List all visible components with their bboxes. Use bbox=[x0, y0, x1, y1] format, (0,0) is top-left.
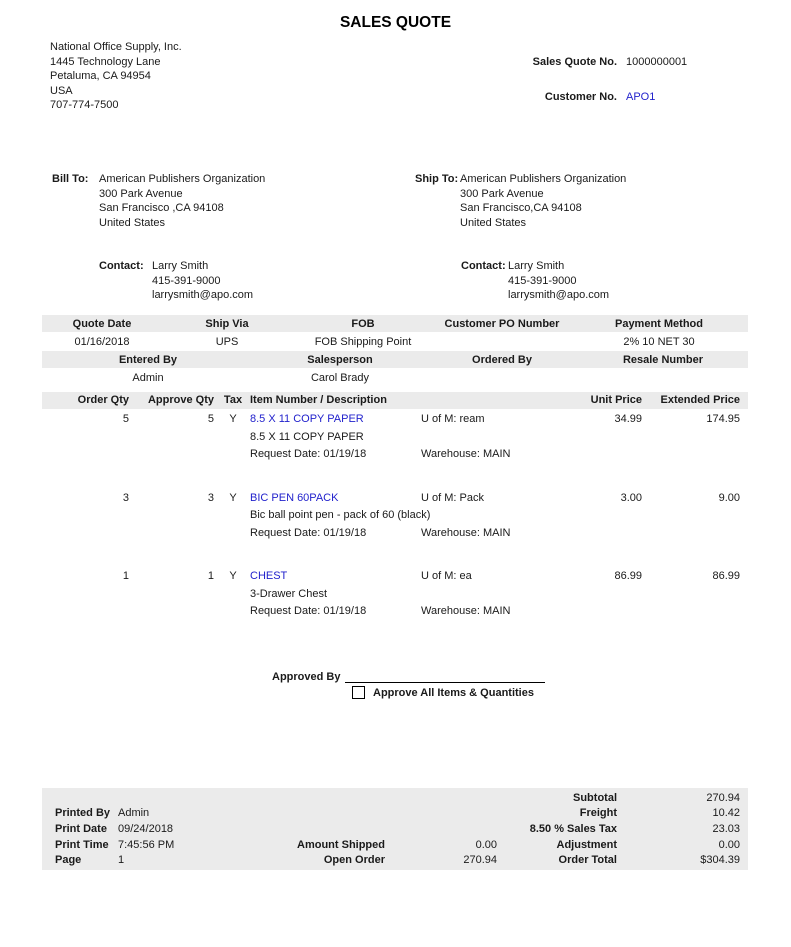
ship-contact-label: Contact: bbox=[461, 260, 506, 272]
line-item-row bbox=[42, 411, 748, 464]
sales-tax-value: 23.03 bbox=[712, 822, 740, 835]
item-uom: U of M: ea bbox=[421, 570, 472, 582]
sales-quote-no-value: 1000000001 bbox=[626, 56, 688, 68]
order-qty-header: Order Qty bbox=[77, 394, 129, 406]
quote-date-header: Quote Date bbox=[72, 317, 132, 330]
item-number-link[interactable]: 8.5 X 11 COPY PAPER bbox=[250, 413, 364, 425]
customer-no-row bbox=[42, 91, 748, 103]
item-number-link[interactable]: CHEST bbox=[250, 570, 288, 582]
item-warehouse: Warehouse: MAIN bbox=[421, 605, 511, 617]
item-unit-price: 3.00 bbox=[620, 491, 642, 504]
item-order-qty: 1 bbox=[122, 570, 129, 582]
quote-date-value: 01/16/2018 bbox=[74, 335, 130, 348]
line-item-row bbox=[42, 568, 748, 621]
customer-no-label: Customer No. bbox=[544, 91, 617, 103]
page-value: 1 bbox=[118, 854, 125, 867]
printed-by-label: Printed By bbox=[55, 807, 111, 820]
item-warehouse: Warehouse: MAIN bbox=[421, 448, 511, 460]
item-uom: U of M: Pack bbox=[421, 491, 484, 504]
open-order-value: 270.94 bbox=[463, 854, 497, 867]
bill-contact-name: Larry Smith bbox=[152, 260, 209, 272]
entered-by-value: Admin bbox=[132, 371, 164, 384]
print-time-value: 7:45:56 PM bbox=[118, 838, 175, 851]
item-description-header: Item Number / Description bbox=[250, 394, 387, 406]
ship-to-city: San Francisco,CA 94108 bbox=[460, 202, 582, 214]
company-phone: 707-774-7500 bbox=[50, 99, 119, 111]
customer-po-header: Customer PO Number bbox=[444, 317, 560, 330]
adjustment-value: 0.00 bbox=[718, 838, 740, 851]
payment-method-header: Payment Method bbox=[614, 317, 703, 330]
amount-shipped-label: Amount Shipped bbox=[297, 838, 385, 851]
ship-to-street: 300 Park Avenue bbox=[460, 187, 544, 200]
approve-all-checkbox[interactable] bbox=[352, 686, 365, 699]
bill-to-label: Bill To: bbox=[52, 173, 89, 185]
quote-info-header-row-2 bbox=[42, 351, 748, 368]
tax-header: Tax bbox=[223, 394, 243, 406]
ship-contact-details bbox=[508, 259, 609, 303]
ship-to-block bbox=[415, 172, 626, 230]
item-tax-flag: Y bbox=[229, 491, 237, 504]
ship-via-header: Ship Via bbox=[205, 317, 249, 330]
item-unit-price: 86.99 bbox=[614, 570, 642, 582]
bill-to-name: American Publishers Organization bbox=[99, 173, 266, 185]
bill-to-block bbox=[52, 172, 265, 230]
bill-contact-phone: 415-391-9000 bbox=[152, 274, 221, 287]
printed-by-value: Admin bbox=[118, 807, 150, 820]
item-approve-qty: 5 bbox=[207, 413, 214, 425]
page-title: SALES QUOTE bbox=[339, 14, 452, 31]
approve-all-label: Approve All Items & Quantities bbox=[373, 686, 534, 699]
item-description: Bic ball point pen - pack of 60 (black) bbox=[250, 509, 431, 521]
ship-contact-email: larrysmith@apo.com bbox=[508, 289, 610, 301]
sales-quote-no-label: Sales Quote No. bbox=[532, 56, 617, 68]
print-date-value: 09/24/2018 bbox=[118, 822, 174, 835]
bill-contact-details bbox=[152, 259, 253, 303]
item-request-date: Request Date: 01/19/18 bbox=[250, 448, 367, 460]
item-description: 8.5 X 11 COPY PAPER bbox=[250, 430, 364, 443]
print-time-label: Print Time bbox=[55, 838, 109, 851]
unit-price-header: Unit Price bbox=[590, 394, 642, 406]
item-approve-qty: 3 bbox=[207, 491, 214, 504]
open-order-label: Open Order bbox=[323, 854, 385, 867]
approve-all-row bbox=[352, 686, 534, 699]
company-street: 1445 Technology Lane bbox=[50, 55, 161, 68]
ship-to-address bbox=[460, 172, 626, 230]
fob-value: FOB Shipping Point bbox=[314, 335, 412, 348]
bill-contact-block bbox=[99, 259, 253, 303]
item-number-link[interactable]: BIC PEN 60PACK bbox=[250, 491, 339, 504]
approved-by-label: Approved By bbox=[272, 671, 341, 683]
totals-footer bbox=[42, 788, 748, 870]
freight-label: Freight bbox=[579, 807, 617, 820]
order-total-label: Order Total bbox=[558, 854, 617, 867]
sales-tax-label: 8.50 % Sales Tax bbox=[529, 822, 617, 835]
bill-contact-email: larrysmith@apo.com bbox=[152, 289, 254, 301]
page-label: Page bbox=[55, 854, 82, 867]
item-extended-price: 86.99 bbox=[712, 570, 740, 582]
approve-qty-header: Approve Qty bbox=[147, 394, 214, 406]
item-tax-flag: Y bbox=[229, 570, 237, 582]
subtotal-value: 270.94 bbox=[706, 791, 740, 804]
ship-via-value: UPS bbox=[215, 335, 239, 348]
ship-to-country: United States bbox=[460, 216, 527, 229]
item-request-date: Request Date: 01/19/18 bbox=[250, 605, 367, 617]
customer-no-link[interactable]: APO1 bbox=[626, 91, 656, 103]
quote-info-header-row-1 bbox=[42, 315, 748, 332]
quote-info-value-row-2 bbox=[42, 369, 748, 386]
adjustment-label: Adjustment bbox=[556, 838, 617, 851]
bill-contact-label: Contact: bbox=[99, 260, 144, 272]
item-uom: U of M: ream bbox=[421, 413, 485, 425]
company-country: USA bbox=[50, 84, 73, 97]
item-warehouse: Warehouse: MAIN bbox=[421, 526, 511, 539]
bill-to-address bbox=[99, 172, 265, 230]
quote-info-value-row-1 bbox=[42, 333, 748, 350]
item-tax-flag: Y bbox=[229, 413, 237, 425]
order-total-value: $304.39 bbox=[700, 854, 740, 867]
payment-method-value: 2% 10 NET 30 bbox=[623, 335, 695, 348]
print-date-label: Print Date bbox=[55, 822, 107, 835]
freight-value: 10.42 bbox=[712, 807, 740, 820]
salesperson-header: Salesperson bbox=[307, 353, 373, 366]
extended-price-header: Extended Price bbox=[660, 394, 740, 406]
ship-contact-name: Larry Smith bbox=[508, 260, 565, 272]
ship-to-name: American Publishers Organization bbox=[460, 173, 627, 185]
quote-info-table bbox=[42, 315, 748, 387]
line-items-table bbox=[42, 392, 748, 647]
item-description: 3-Drawer Chest bbox=[250, 587, 328, 600]
ship-contact-block bbox=[461, 259, 609, 303]
item-extended-price: 9.00 bbox=[718, 491, 740, 504]
approved-by-row bbox=[272, 669, 545, 683]
company-city: Petaluma, CA 94954 bbox=[50, 70, 151, 82]
company-name: National Office Supply, Inc. bbox=[50, 41, 182, 53]
item-order-qty: 3 bbox=[122, 491, 129, 504]
line-item-row bbox=[42, 490, 748, 543]
resale-number-header: Resale Number bbox=[622, 353, 704, 366]
fob-header: FOB bbox=[351, 317, 375, 330]
item-request-date: Request Date: 01/19/18 bbox=[250, 526, 367, 539]
sales-quote-no-row bbox=[42, 56, 748, 68]
line-items-header-row bbox=[42, 392, 748, 409]
salesperson-value: Carol Brady bbox=[310, 371, 370, 384]
bill-to-country: United States bbox=[99, 216, 166, 229]
subtotal-label: Subtotal bbox=[573, 791, 617, 804]
ship-to-label: Ship To: bbox=[415, 173, 459, 185]
item-approve-qty: 1 bbox=[207, 570, 214, 582]
item-order-qty: 5 bbox=[122, 413, 129, 425]
amount-shipped-value: 0.00 bbox=[475, 838, 497, 851]
ship-contact-phone: 415-391-9000 bbox=[508, 274, 577, 287]
item-extended-price: 174.95 bbox=[706, 413, 740, 425]
entered-by-header: Entered By bbox=[118, 353, 178, 366]
bill-to-city: San Francisco ,CA 94108 bbox=[99, 202, 224, 214]
ordered-by-header: Ordered By bbox=[472, 353, 532, 366]
bill-to-street: 300 Park Avenue bbox=[99, 187, 183, 200]
item-unit-price: 34.99 bbox=[614, 413, 642, 425]
signature-line bbox=[345, 669, 545, 683]
